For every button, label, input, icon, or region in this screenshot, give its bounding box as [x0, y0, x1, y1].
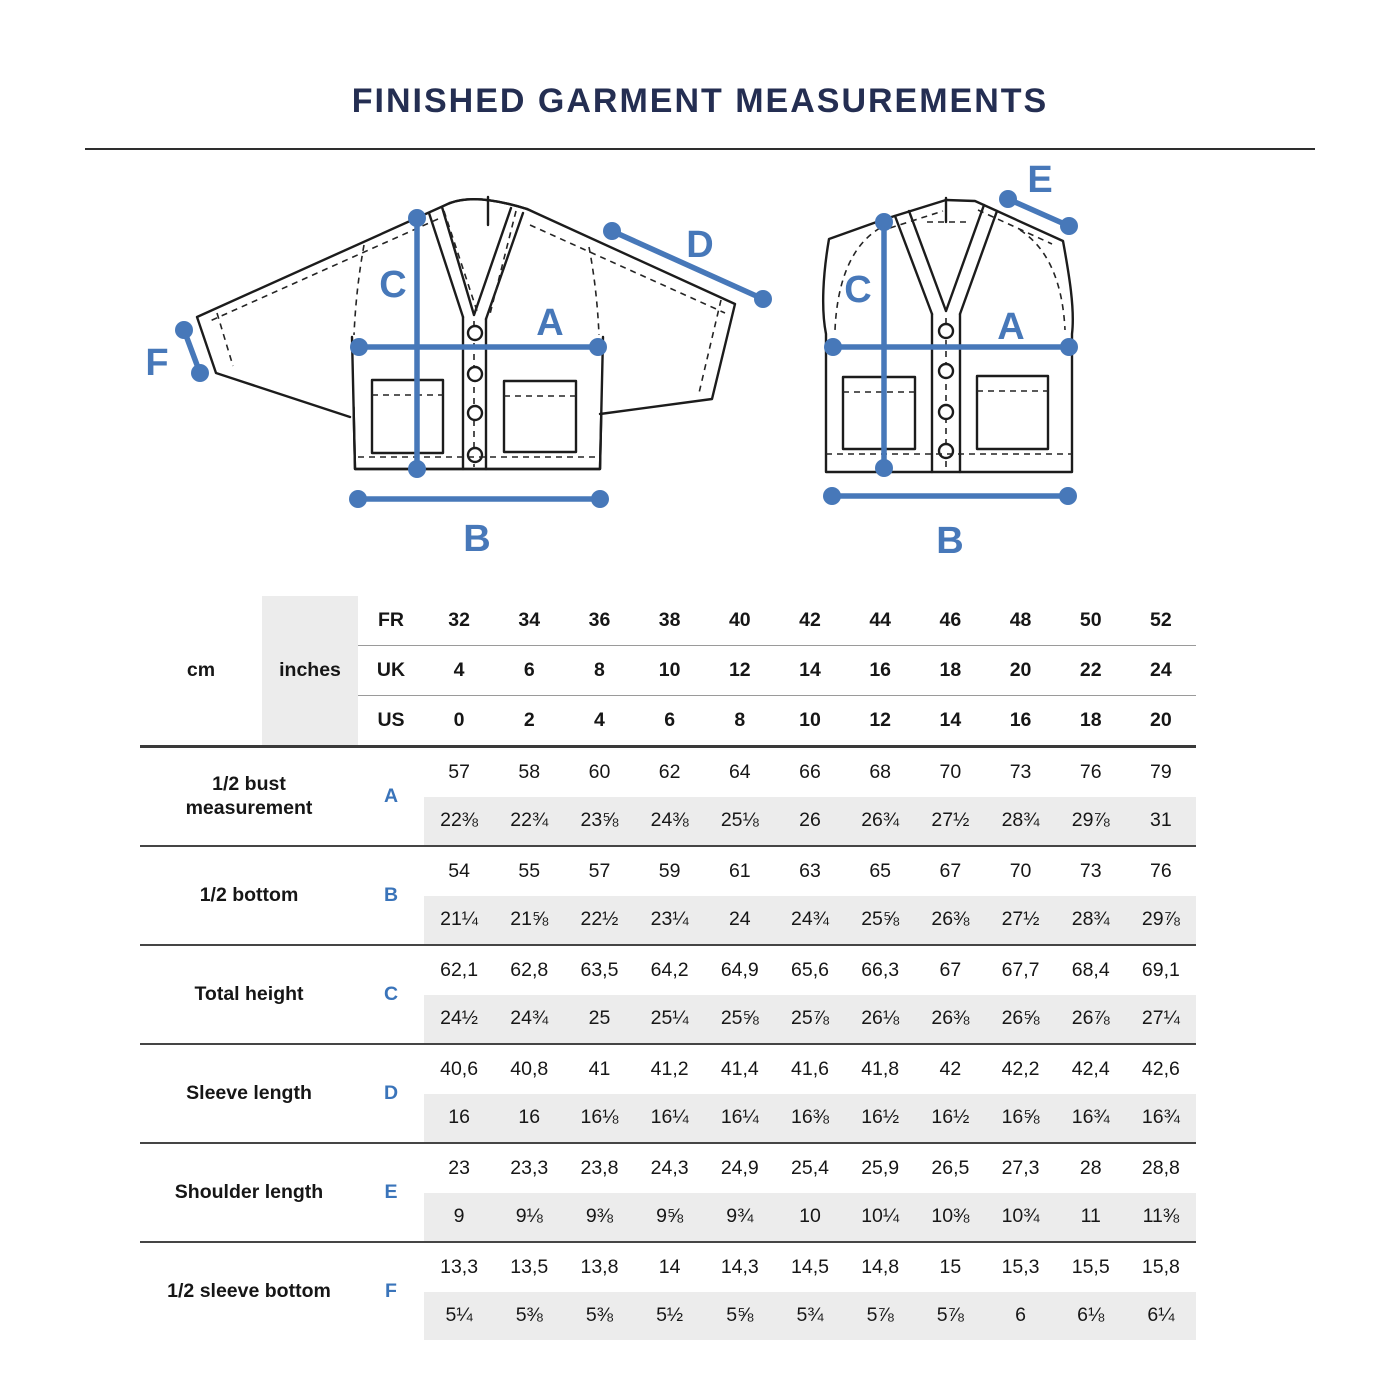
size-value: 4 — [453, 659, 465, 681]
size-value: 34 — [518, 609, 541, 631]
vest-label-c: C — [844, 269, 872, 311]
vest-button — [939, 324, 953, 338]
cm-value: 66,3 — [861, 958, 900, 981]
cm-value: 57 — [588, 859, 611, 882]
row-letter: C — [383, 983, 399, 1005]
cardigan-label-b: B — [463, 518, 491, 560]
cardigan-label-c: C — [379, 264, 407, 306]
size-value: 20 — [1009, 659, 1032, 681]
size-value: 0 — [453, 709, 465, 731]
vest-button — [939, 405, 953, 419]
row-letter: B — [383, 884, 399, 906]
inches-value: 5⅞ — [866, 1304, 894, 1327]
cm-value: 62 — [658, 760, 681, 783]
inches-value: 25¼ — [650, 1007, 689, 1030]
vest-label-b: B — [936, 520, 964, 562]
inches-values — [424, 896, 1196, 945]
inches-value: 16¾ — [1071, 1106, 1110, 1129]
cm-value: 23 — [448, 1156, 470, 1179]
cm-value: 76 — [1079, 760, 1102, 783]
cm-value: 14,3 — [720, 1255, 759, 1278]
cm-value: 41,8 — [861, 1057, 900, 1080]
cm-value: 40,8 — [510, 1057, 549, 1080]
cm-value: 67 — [939, 958, 962, 981]
cm-value: 68,4 — [1071, 958, 1110, 981]
size-system-label: US — [377, 709, 405, 731]
cm-values — [424, 946, 1196, 995]
size-table-header — [140, 596, 1196, 748]
inches-value: 10¾ — [1001, 1205, 1040, 1228]
measurement-row-d — [140, 1043, 1196, 1142]
cm-value: 15 — [939, 1255, 962, 1278]
inches-values — [424, 797, 1196, 846]
cardigan-button — [468, 406, 482, 420]
size-value: 22 — [1079, 659, 1102, 681]
inches-value: 24¾ — [510, 1007, 549, 1030]
size-value: 14 — [799, 659, 821, 681]
inches-value: 16½ — [861, 1106, 900, 1129]
row-letter: A — [383, 785, 399, 807]
cm-value: 64,2 — [650, 958, 689, 981]
unit-label-cm: cm — [186, 659, 216, 681]
row-label: 1/2 bottom — [199, 883, 299, 906]
inches-value: 26⅞ — [1071, 1007, 1110, 1030]
size-value: 44 — [869, 609, 892, 631]
inches-value: 6⅛ — [1077, 1304, 1105, 1327]
inches-values — [424, 1094, 1196, 1143]
cm-value: 59 — [658, 859, 681, 882]
cardigan-label-f: F — [145, 342, 169, 384]
cm-value: 70 — [939, 760, 962, 783]
inches-value: 5¾ — [796, 1304, 824, 1327]
cm-value: 42,6 — [1141, 1057, 1180, 1080]
row-label: Total height — [194, 982, 304, 1005]
size-value: 48 — [1009, 609, 1032, 631]
cm-value: 62,8 — [510, 958, 549, 981]
size-value: 36 — [588, 609, 611, 631]
measurement-row-f — [140, 1241, 1196, 1340]
size-value: 14 — [939, 709, 962, 731]
size-table — [140, 596, 1196, 1340]
size-value: 46 — [939, 609, 962, 631]
inches-value: 5⅞ — [936, 1304, 964, 1327]
cardigan-garment — [197, 197, 735, 469]
measurement-row-e — [140, 1142, 1196, 1241]
cm-value: 41,2 — [650, 1057, 689, 1080]
inches-value: 24¾ — [791, 908, 829, 931]
inches-value: 27¼ — [1141, 1007, 1180, 1030]
row-label: Shoulder length — [174, 1180, 324, 1203]
inches-value: 23⅝ — [580, 809, 619, 832]
cm-value: 76 — [1150, 859, 1172, 882]
cardigan-button — [468, 326, 482, 340]
inches-value: 25⅝ — [720, 1007, 759, 1030]
inches-value: 31 — [1150, 809, 1172, 832]
size-row-fr — [358, 596, 1196, 646]
inches-value: 5¼ — [445, 1304, 473, 1327]
row-label: 1/2 bust measurement — [185, 773, 313, 819]
inches-value: 28¾ — [1001, 809, 1040, 832]
size-row-uk — [358, 646, 1196, 696]
size-value: 2 — [523, 709, 535, 731]
inches-value: 24⅜ — [650, 809, 689, 832]
inches-value: 27½ — [1001, 908, 1040, 931]
size-value: 10 — [658, 659, 681, 681]
cm-value: 27,3 — [1001, 1156, 1040, 1179]
size-values-uk — [424, 646, 1196, 695]
cm-value: 65 — [869, 859, 892, 882]
inches-value: 25 — [588, 1007, 611, 1030]
inches-value: 16 — [448, 1106, 470, 1129]
cm-values — [424, 1243, 1196, 1292]
size-value: 10 — [799, 709, 821, 731]
cm-values — [424, 1144, 1196, 1193]
inches-value: 9⅛ — [515, 1205, 543, 1228]
cm-value: 24,9 — [720, 1156, 759, 1179]
inches-value: 21⅝ — [510, 908, 549, 931]
cm-value: 42,2 — [1001, 1057, 1040, 1080]
cm-value: 61 — [728, 859, 751, 882]
inches-value: 11⅜ — [1142, 1205, 1180, 1228]
inches-value: 11 — [1080, 1205, 1101, 1228]
cm-value: 62,1 — [440, 958, 479, 981]
inches-value: 21¼ — [440, 908, 479, 931]
row-letter: E — [384, 1181, 398, 1203]
cm-value: 70 — [1009, 859, 1032, 882]
size-system-label: UK — [376, 659, 406, 681]
measurement-row-b — [140, 845, 1196, 944]
size-value: 38 — [658, 609, 681, 631]
cm-values — [424, 748, 1196, 797]
cm-value: 23,3 — [510, 1156, 549, 1179]
inches-value: 24½ — [440, 1007, 479, 1030]
cm-value: 15,8 — [1141, 1255, 1180, 1278]
cm-value: 58 — [518, 760, 541, 783]
size-value: 12 — [728, 659, 751, 681]
cm-value: 67 — [939, 859, 962, 882]
cm-value: 60 — [588, 760, 611, 783]
cm-value: 28 — [1079, 1156, 1102, 1179]
size-value: 24 — [1150, 659, 1172, 681]
cm-value: 69,1 — [1141, 958, 1180, 981]
cm-value: 13,8 — [580, 1255, 619, 1278]
inches-value: 26⅜ — [931, 908, 970, 931]
size-value: 6 — [664, 709, 676, 731]
cm-value: 26,5 — [931, 1156, 970, 1179]
inches-value: 10¼ — [861, 1205, 900, 1228]
inches-value: 5⅝ — [726, 1304, 754, 1327]
row-letter: F — [385, 1280, 397, 1302]
inches-value: 16½ — [931, 1106, 970, 1129]
vest-label-e: E — [1027, 164, 1053, 201]
cm-value: 28,8 — [1141, 1156, 1180, 1179]
cardigan-button — [468, 367, 482, 381]
cm-value: 63,5 — [580, 958, 619, 981]
inches-value: 29⅞ — [1141, 908, 1180, 931]
size-value: 6 — [523, 659, 535, 681]
size-value: 18 — [1079, 709, 1102, 731]
cm-values — [424, 847, 1196, 896]
cm-value: 13,3 — [440, 1255, 479, 1278]
cm-values — [424, 1045, 1196, 1094]
size-value: 20 — [1150, 709, 1172, 731]
cm-value: 40,6 — [440, 1057, 479, 1080]
cm-value: 64,9 — [720, 958, 759, 981]
size-value: 8 — [594, 659, 605, 681]
cm-value: 24,3 — [650, 1156, 689, 1179]
inches-value: 23¼ — [650, 908, 689, 931]
vest-button — [939, 444, 953, 458]
size-value: 18 — [939, 659, 962, 681]
inches-value: 26⅜ — [931, 1007, 970, 1030]
size-value: 32 — [448, 609, 470, 631]
garment-diagrams — [0, 150, 1400, 592]
cm-value: 73 — [1079, 859, 1102, 882]
cardigan-button — [468, 448, 482, 462]
inches-value: 26⅝ — [1001, 1007, 1040, 1030]
size-value: 8 — [734, 709, 746, 731]
cm-value: 14,5 — [791, 1255, 829, 1278]
cm-value: 14 — [658, 1255, 681, 1278]
inches-value: 10⅜ — [931, 1205, 970, 1228]
cm-value: 65,6 — [791, 958, 829, 981]
cm-value: 25,9 — [861, 1156, 900, 1179]
inches-value: 24 — [728, 908, 751, 931]
inches-value: 16¾ — [1141, 1106, 1180, 1129]
inches-value: 22½ — [580, 908, 619, 931]
size-value: 4 — [594, 709, 605, 731]
inches-value: 9¾ — [726, 1205, 754, 1228]
row-label: 1/2 sleeve bottom — [167, 1279, 331, 1302]
size-value: 42 — [799, 609, 821, 631]
cm-value: 64 — [728, 760, 751, 783]
cm-value: 68 — [869, 760, 892, 783]
cm-value: 13,5 — [510, 1255, 549, 1278]
size-value: 40 — [728, 609, 751, 631]
inches-value: 29⅞ — [1071, 809, 1110, 832]
inches-value: 6 — [1015, 1304, 1026, 1327]
inches-value: 16⅝ — [1001, 1106, 1040, 1129]
inches-value: 16⅜ — [791, 1106, 829, 1129]
cm-value: 15,5 — [1071, 1255, 1110, 1278]
inches-value: 16¼ — [720, 1106, 759, 1129]
measurement-row-a — [140, 748, 1196, 845]
page-title: FINISHED GARMENT MEASUREMENTS — [351, 82, 1049, 120]
inches-value: 27½ — [931, 809, 970, 832]
cm-value: 42,4 — [1071, 1057, 1110, 1080]
inches-value: 26¾ — [861, 809, 900, 832]
inches-value: 25⅝ — [861, 908, 900, 931]
inches-value: 16¼ — [650, 1106, 689, 1129]
inches-value: 6¼ — [1147, 1304, 1175, 1327]
inches-values — [424, 1193, 1196, 1242]
cardigan-label-a: A — [536, 302, 564, 344]
cm-value: 41 — [588, 1057, 611, 1080]
inches-value: 26 — [799, 809, 821, 832]
inches-values — [424, 995, 1196, 1044]
inches-value: 10 — [799, 1205, 821, 1228]
cm-value: 23,8 — [580, 1156, 619, 1179]
vest-garment — [823, 198, 1073, 472]
inches-value: 9⅝ — [656, 1205, 684, 1228]
size-values-us — [424, 696, 1196, 745]
cardigan-diagram — [100, 169, 800, 574]
row-letter: D — [383, 1082, 399, 1104]
inches-value: 28¾ — [1071, 908, 1110, 931]
cm-value: 41,6 — [791, 1057, 829, 1080]
cm-value: 57 — [448, 760, 470, 783]
size-value: 16 — [1009, 709, 1032, 731]
vest-button — [939, 364, 953, 378]
inches-value: 16⅛ — [580, 1106, 619, 1129]
inches-value: 26⅛ — [861, 1007, 900, 1030]
inches-value: 16 — [518, 1106, 541, 1129]
vest-diagram — [780, 164, 1120, 584]
cm-value: 41,4 — [720, 1057, 759, 1080]
cm-value: 66 — [799, 760, 821, 783]
inches-value: 5⅜ — [585, 1304, 613, 1327]
cm-value: 55 — [518, 859, 541, 882]
cm-value: 25,4 — [791, 1156, 829, 1179]
inches-value: 25⅛ — [720, 809, 759, 832]
cm-value: 67,7 — [1001, 958, 1040, 981]
cm-value: 54 — [448, 859, 470, 882]
cm-value: 63 — [799, 859, 821, 882]
cm-value: 15,3 — [1001, 1255, 1040, 1278]
inches-value: 5½ — [656, 1304, 684, 1327]
inches-value: 22¾ — [510, 809, 549, 832]
size-system-label: FR — [378, 609, 404, 631]
size-values-fr — [424, 596, 1196, 645]
inches-value: 22⅜ — [440, 809, 479, 832]
measurement-row-c — [140, 944, 1196, 1043]
size-value: 50 — [1079, 609, 1102, 631]
size-row-us — [358, 696, 1196, 745]
inches-value: 9⅜ — [585, 1205, 613, 1228]
vest-label-a: A — [997, 306, 1025, 348]
size-value: 52 — [1150, 609, 1172, 631]
inches-value: 25⅞ — [791, 1007, 829, 1030]
size-value: 16 — [869, 659, 892, 681]
cm-value: 79 — [1150, 760, 1172, 783]
inches-value: 5⅜ — [515, 1304, 543, 1327]
inches-value: 9 — [453, 1205, 465, 1228]
cm-value: 42 — [939, 1057, 962, 1080]
cm-value: 14,8 — [861, 1255, 900, 1278]
unit-label-inches: inches — [262, 596, 358, 745]
cm-value: 73 — [1009, 760, 1032, 783]
inches-values — [424, 1292, 1196, 1341]
row-label: Sleeve length — [186, 1081, 312, 1104]
size-value: 12 — [869, 709, 892, 731]
cardigan-label-d: D — [686, 224, 714, 266]
